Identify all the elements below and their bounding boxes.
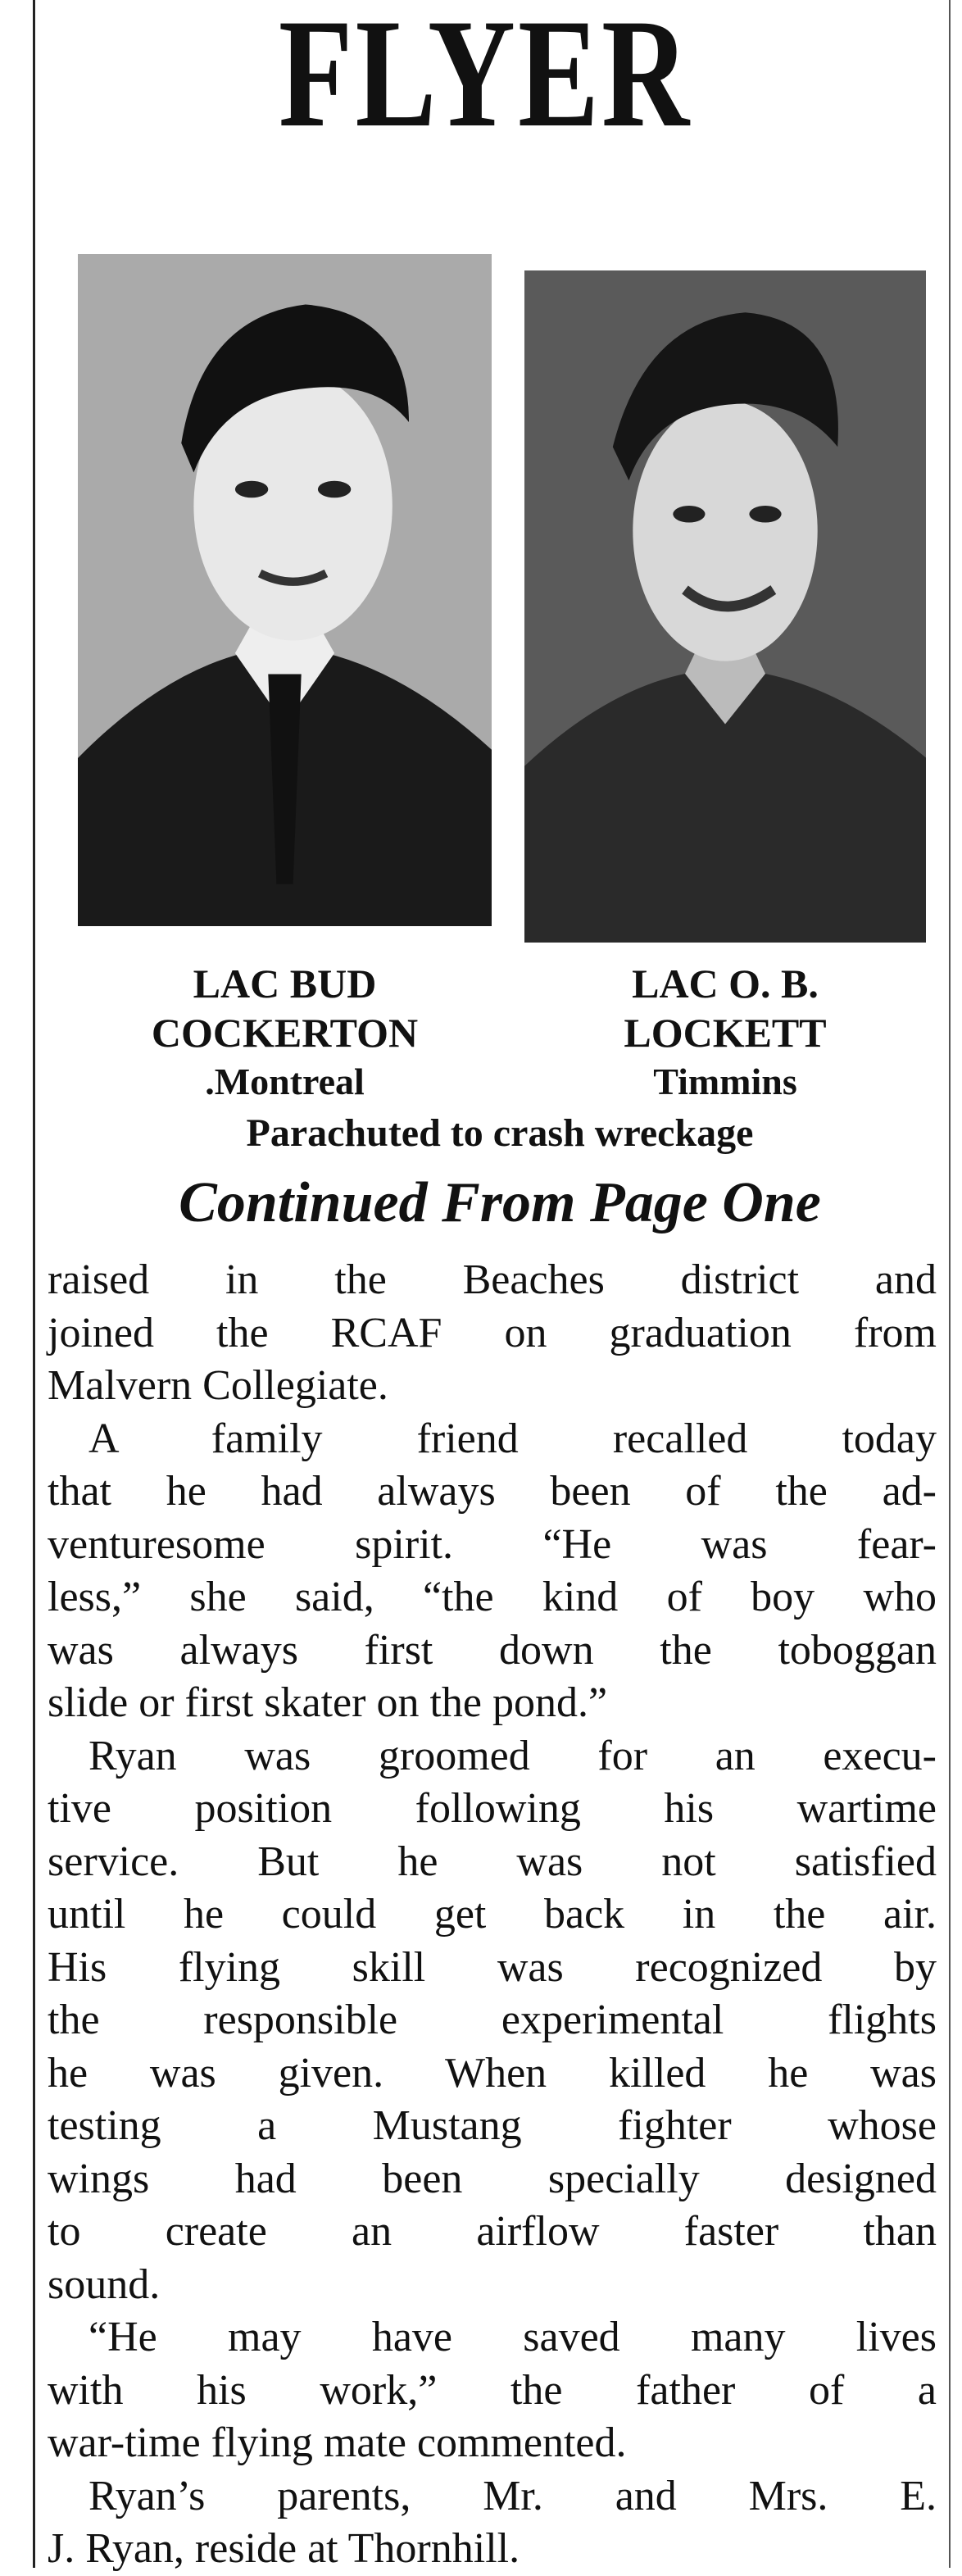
article-line: “He may have saved many lives	[88, 2314, 937, 2360]
caption-name: LAC BUD	[193, 961, 377, 1006]
article-line: wings had been specially designed	[48, 2155, 937, 2202]
article-line: less,” she said, “the kind of boy who	[48, 1574, 937, 1620]
column-rule-left	[33, 0, 35, 2568]
article-line: until he could get back in the air.	[48, 1891, 937, 1938]
article-line: service. But he was not satisfied	[48, 1838, 937, 1885]
photo-caption-right	[524, 959, 926, 1106]
photo-caption-left	[78, 959, 492, 1106]
article-line: the responsible experimental flights	[48, 1997, 937, 2043]
caption-name: LAC O. B.	[632, 961, 819, 1006]
continued-kicker: Continued From Page One	[179, 1171, 821, 1234]
article-line: Ryan was groomed for an execu-	[88, 1732, 937, 1779]
article-line: with his work,” the father of a	[48, 2366, 937, 2414]
article-line: was always first down the toboggan	[48, 1626, 937, 1674]
article-line: that he had always been of the ad-	[48, 1468, 937, 1515]
article-line: raised in the Beaches district and	[48, 1256, 937, 1303]
caption-city: .Montreal	[205, 1061, 365, 1102]
article-line: joined the RCAF on graduation from	[48, 1309, 937, 1356]
caption-surname: LOCKETT	[624, 1010, 827, 1056]
article-line: war-time flying mate commented.	[48, 2419, 627, 2466]
column-rule-right	[949, 0, 951, 2568]
article-line: tive position following his wartime	[48, 1785, 937, 1832]
article-line: Ryan’s parents, Mr. and Mrs. E.	[88, 2472, 937, 2519]
article-body	[48, 1254, 937, 2576]
article-line: venturesome spirit. “He was fear-	[48, 1520, 937, 1568]
portrait-photo-lockett	[524, 270, 926, 943]
portrait-photo-cockerton	[78, 254, 492, 926]
photo-caption: Parachuted to crash wreckage	[246, 1111, 754, 1155]
article-line: sound.	[48, 2260, 161, 2308]
headline: FLYER	[278, 0, 692, 160]
article-line: he was given. When killed he was	[48, 2049, 937, 2097]
caption-surname: COCKERTON	[151, 1010, 419, 1056]
article-line: J. Ryan, reside at Thornhill.	[48, 2525, 520, 2572]
article-line: to create an airflow faster than	[48, 2208, 937, 2255]
article-line: testing a Mustang fighter whose	[48, 2102, 937, 2149]
article-line: A family friend recalled today	[88, 1415, 937, 1462]
article-line: Malvern Collegiate.	[48, 1362, 388, 1409]
article-line: His flying skill was recognized by	[48, 1943, 937, 1991]
caption-city: Timmins	[653, 1061, 797, 1102]
article-line: slide or first skater on the pond.”	[48, 1679, 608, 1726]
